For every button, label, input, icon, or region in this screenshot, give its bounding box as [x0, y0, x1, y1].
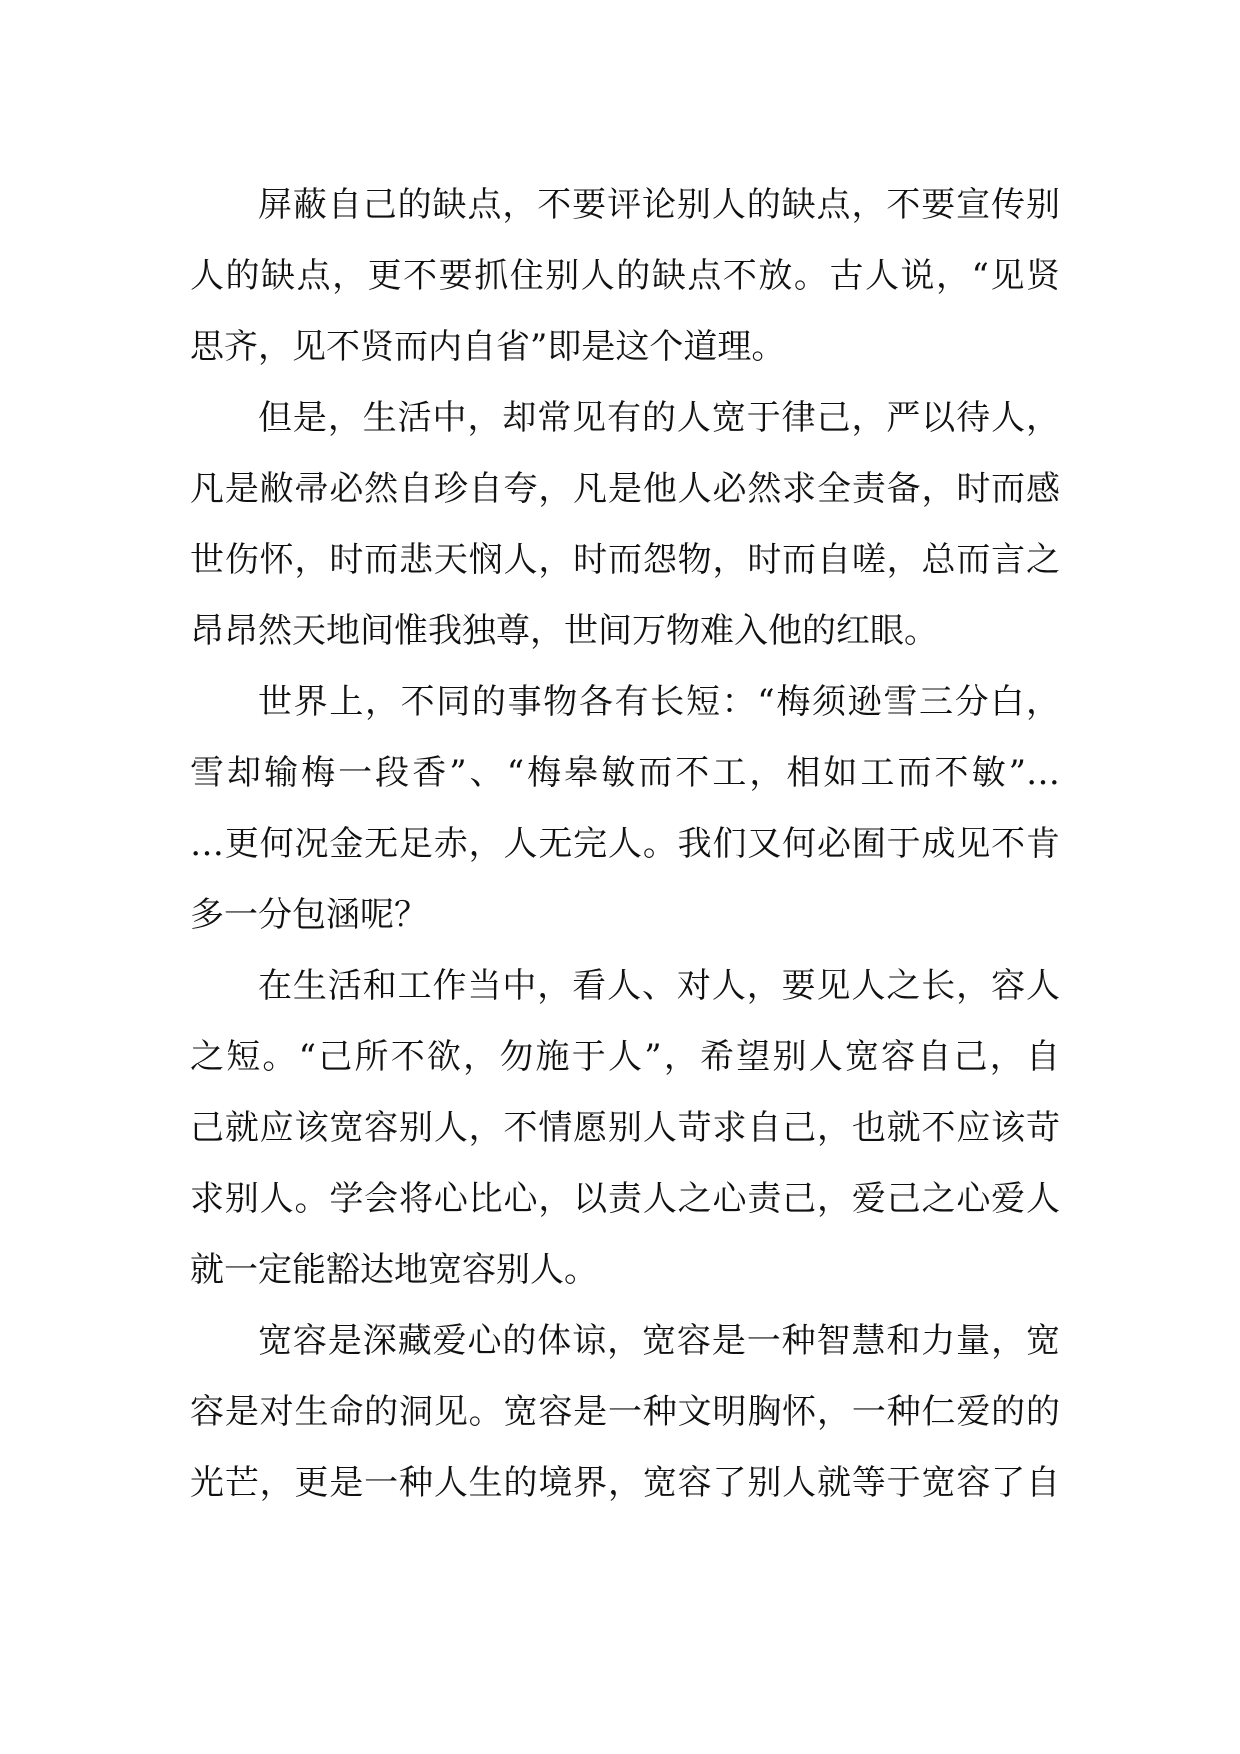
text-line: 世界上，不同的事物各有长短：“梅须逊雪三分白， — [258, 682, 1060, 722]
text-line: 之短。“己所不欲，勿施于人”，希望别人宽容自己，自 — [190, 1037, 1060, 1077]
text-line: 昂昂然天地间惟我独尊，世间万物难入他的红眼。 — [190, 611, 938, 651]
text-line: 世伤怀，时而悲天悯人，时而怨物，时而自嗟，总而言之 — [190, 540, 1060, 580]
text-line: 但是，生活中，却常见有的人宽于律己，严以待人， — [258, 398, 1060, 438]
text-line: …更何况金无足赤，人无完人。我们又何必囿于成见不肯 — [190, 824, 1060, 864]
text-line: 光芒，更是一种人生的境界，宽容了别人就等于宽容了自 — [190, 1463, 1060, 1503]
text-line: 容是对生命的洞见。宽容是一种文明胸怀，一种仁爱的的 — [190, 1392, 1060, 1432]
document-body — [190, 170, 1060, 1519]
text-line: 己就应该宽容别人，不情愿别人苛求自己，也就不应该苛 — [190, 1108, 1060, 1148]
text-line: 凡是敝帚必然自珍自夸，凡是他人必然求全责备，时而感 — [190, 469, 1060, 509]
text-line: 宽容是深藏爱心的体谅，宽容是一种智慧和力量，宽 — [258, 1321, 1060, 1361]
text-line: 多一分包涵呢？ — [190, 895, 428, 935]
text-line: 思齐，见不贤而内自省”即是这个道理。 — [190, 327, 786, 367]
text-line: 就一定能豁达地宽容别人。 — [190, 1250, 598, 1290]
text-line: 求别人。学会将心比心，以责人之心责己，爱己之心爱人 — [190, 1179, 1060, 1219]
text-line: 雪却输梅一段香”、“梅皋敏而不工，相如工而不敏”… — [190, 753, 1060, 793]
text-line: 屏蔽自己的缺点，不要评论别人的缺点，不要宣传别 — [258, 185, 1060, 225]
text-line: 在生活和工作当中，看人、对人，要见人之长，容人 — [258, 966, 1060, 1006]
text-line: 人的缺点，更不要抓住别人的缺点不放。古人说，“见贤 — [190, 256, 1060, 296]
